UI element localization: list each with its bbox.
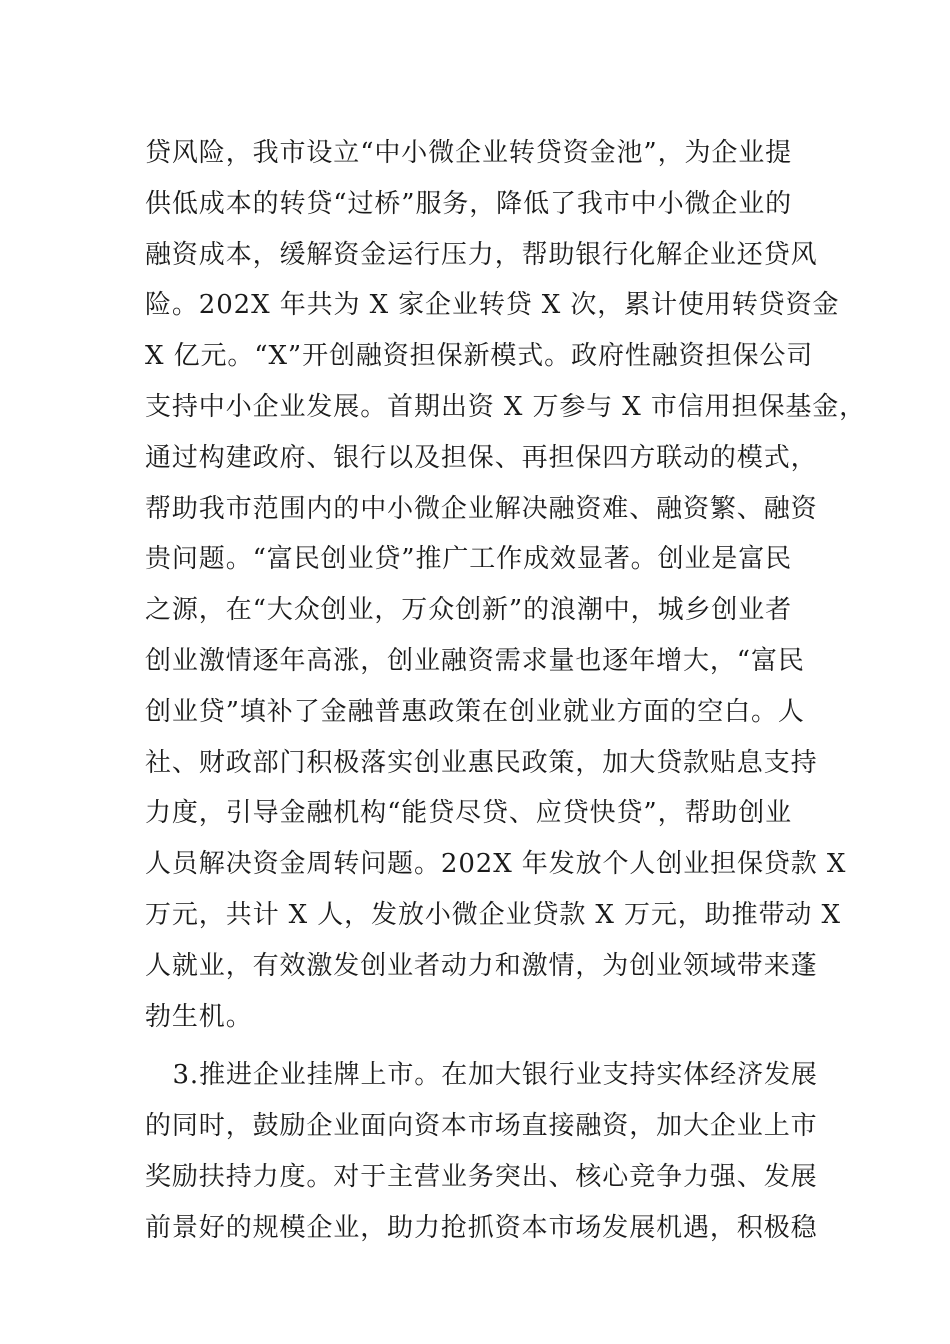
text-line: 之源，在“大众创业，万众创新”的浪潮中，城乡创业者 [145, 595, 793, 626]
text-line: 贷风险，我市设立“中小微企业转贷资金池”，为企业提 [145, 138, 793, 168]
paragraph-gap [145, 1042, 825, 1050]
text-line: 供低成本的转贷“过桥”服务，降低了我市中小微企业的 [145, 188, 793, 219]
paragraph [145, 1050, 825, 1253]
text-line: 奖励扶持力度。对于主营业务突出、核心竞争力强、发展 [145, 1161, 818, 1192]
paragraph [145, 128, 867, 1042]
text-line: 创业激情逐年高涨，创业融资需求量也逐年增大，“富民 [145, 645, 805, 676]
text-line: 3.推进企业挂牌上市。在加大银行业支持实体经济发展 [145, 1060, 818, 1091]
text-line: 贵问题。“富民创业贷”推广工作成效显著。创业是富民 [145, 544, 793, 575]
text-line: 社、财政部门积极落实创业惠民政策，加大贷款贴息支持 [145, 747, 818, 778]
text-line: X 亿元。“X”开创融资担保新模式。政府性融资担保公司 [145, 341, 814, 372]
text-line: 力度，引导金融机构“能贷尽贷、应贷快贷”，帮助创业 [145, 798, 793, 829]
text-line: 人就业，有效激发创业者动力和激情，为创业领域带来蓬 [145, 950, 818, 981]
text-line: 前景好的规模企业，助力抢抓资本市场发展机遇，积极稳 [145, 1212, 818, 1243]
text-line: 支持中小企业发展。首期出资 X 万参与 X 市信用担保基金， [145, 391, 867, 422]
text-line: 帮助我市范围内的中小微企业解决融资难、融资繁、融资 [145, 493, 818, 524]
text-line: 勃生机。 [145, 1001, 253, 1032]
text-line: 融资成本，缓解资金运行压力，帮助银行化解企业还贷风 [145, 239, 818, 270]
text-line: 万元，共计 X 人，发放小微企业贷款 X 万元，助推带动 X [145, 899, 841, 930]
text-line: 人员解决资金周转问题。202X 年发放个人创业担保贷款 X [145, 849, 847, 880]
text-line: 通过构建政府、银行以及担保、再担保四方联动的模式， [145, 442, 818, 473]
text-line: 的同时，鼓励企业面向资本市场直接融资，加大企业上市 [145, 1111, 818, 1142]
text-line: 创业贷”填补了金融普惠政策在创业就业方面的空白。人 [145, 696, 805, 727]
text-line: 险。202X 年共为 X 家企业转贷 X 次，累计使用转贷资金 [145, 290, 840, 321]
body-text [145, 128, 867, 1254]
